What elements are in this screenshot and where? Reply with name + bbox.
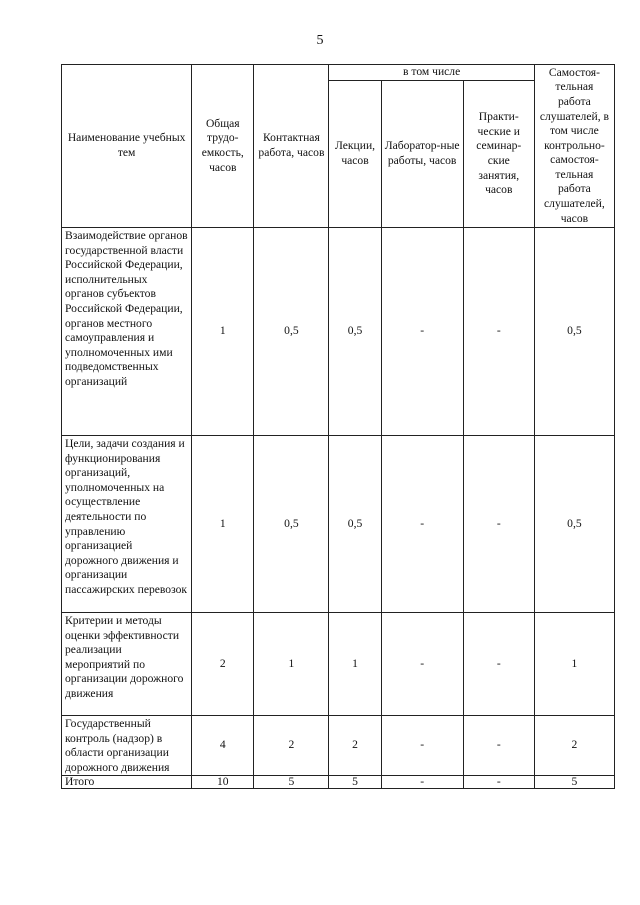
cell-practical: - <box>463 436 534 613</box>
total-lab: - <box>381 776 463 789</box>
cell-self: 0,5 <box>534 436 614 613</box>
cell-practical: - <box>463 228 534 436</box>
header-total: Общая трудо-емкость, часов <box>192 65 254 228</box>
cell-total: 1 <box>192 436 254 613</box>
total-contact: 5 <box>254 776 329 789</box>
table-row <box>62 613 615 716</box>
topic-name: Взаимодействие органов государственной власти Российской Федерации, исполнительных органов субъектов Российской Федерации, органов местного самоуправления и уполномоченных ими подведомственных организаций <box>62 228 192 436</box>
total-practical: - <box>463 776 534 789</box>
topic-name: Цели, задачи создания и функционирования организаций, уполномоченных на осуществление деятельности по управлению организацией дорожного движения и организации пассажирских перевозок <box>62 436 192 613</box>
cell-contact: 0,5 <box>254 228 329 436</box>
total-row <box>62 776 615 789</box>
header-self: Самостоя-тельная работа слушателей, в том числе контрольно-самостоя-тельная работа слушателей, часов <box>534 65 614 228</box>
cell-lectures: 1 <box>329 613 381 716</box>
header-including: в том числе <box>329 65 534 81</box>
table-row <box>62 716 615 776</box>
header-name: Наименование учебных тем <box>62 65 192 228</box>
cell-total: 2 <box>192 613 254 716</box>
cell-lab: - <box>381 613 463 716</box>
table-row <box>62 436 615 613</box>
header-contact: Контактная работа, часов <box>254 65 329 228</box>
cell-contact: 2 <box>254 716 329 776</box>
table-row <box>62 228 615 436</box>
topic-name: Государственный контроль (надзор) в области организации дорожного движения <box>62 716 192 776</box>
cell-lectures: 0,5 <box>329 228 381 436</box>
cell-contact: 1 <box>254 613 329 716</box>
cell-self: 1 <box>534 613 614 716</box>
total-self: 5 <box>534 776 614 789</box>
total-total: 10 <box>192 776 254 789</box>
header-row <box>62 65 615 81</box>
cell-self: 2 <box>534 716 614 776</box>
total-lectures: 5 <box>329 776 381 789</box>
header-lab: Лаборатор-ные работы, часов <box>381 81 463 228</box>
topic-name: Критерии и методы оценки эффективности реализации мероприятий по организации дорожного движения <box>62 613 192 716</box>
cell-lab: - <box>381 716 463 776</box>
curriculum-table <box>61 64 615 789</box>
cell-total: 4 <box>192 716 254 776</box>
cell-practical: - <box>463 716 534 776</box>
header-lectures: Лекции, часов <box>329 81 381 228</box>
cell-lectures: 2 <box>329 716 381 776</box>
cell-contact: 0,5 <box>254 436 329 613</box>
cell-self: 0,5 <box>534 228 614 436</box>
cell-lab: - <box>381 228 463 436</box>
cell-lectures: 0,5 <box>329 436 381 613</box>
cell-practical: - <box>463 613 534 716</box>
page-number: 5 <box>316 33 324 48</box>
cell-lab: - <box>381 436 463 613</box>
cell-total: 1 <box>192 228 254 436</box>
total-label: Итого <box>62 776 192 789</box>
header-practical: Практи-ческие и семинар-ские занятия, часов <box>463 81 534 228</box>
